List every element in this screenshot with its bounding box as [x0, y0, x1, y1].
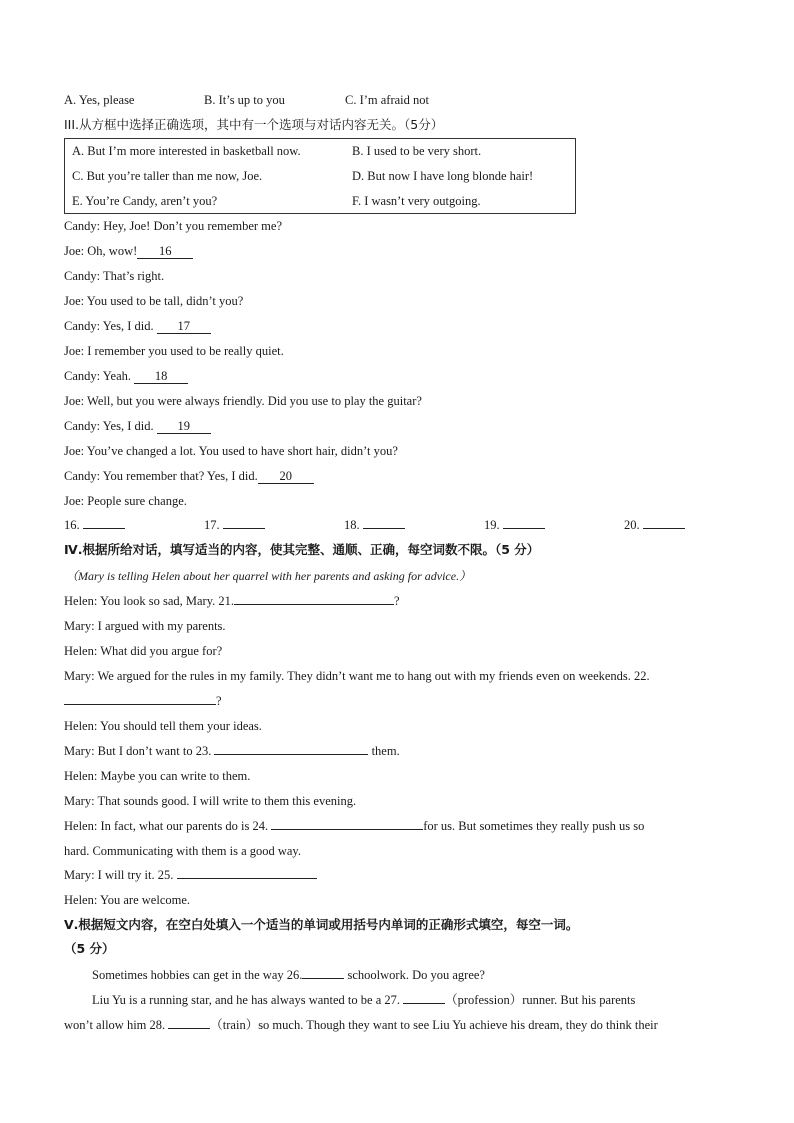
dialog-line: Joe: Well, but you were always friendly. Did you use to play the guitar?: [64, 394, 422, 408]
passage-text: schoolwork. Do you agree?: [347, 968, 485, 982]
dialog-line: Mary: I argued with my parents.: [64, 619, 226, 633]
dialog-line: [64, 743, 400, 759]
dialog-line: [64, 368, 188, 384]
answer-blank[interactable]: [363, 528, 405, 529]
dialog-line: Candy: That’s right.: [64, 269, 165, 283]
dialog-line: hard. Communicating with them is a good way.: [64, 844, 301, 858]
blank-27[interactable]: [403, 1003, 445, 1004]
dialog-text: Helen: In fact, what our parents do is 24.: [64, 819, 269, 833]
answer-18: [344, 518, 405, 533]
box-option-d: D. But now I have long blonde hair!: [352, 169, 534, 183]
answer-label: 16.: [64, 518, 80, 532]
box-option-f: F. I wasn’t very outgoing.: [352, 194, 481, 208]
option-c: C. I’m afraid not: [345, 93, 430, 107]
option-b: B. It’s up to you: [204, 93, 285, 107]
passage-line: [64, 1017, 658, 1033]
dialog-line: Helen: What did you argue for?: [64, 644, 223, 658]
answer-blank[interactable]: [83, 528, 125, 529]
answer-19: [484, 518, 545, 533]
section-5-score: （5 分）: [64, 941, 115, 956]
passage-text: （profession）runner. But his parents: [445, 993, 636, 1007]
blank-16[interactable]: 16: [137, 244, 193, 259]
blank-21[interactable]: [234, 604, 394, 605]
dialog-line: Joe: I remember you used to be really quiet.: [64, 344, 284, 358]
dialog-line: [64, 867, 317, 883]
dialog-text: Helen: You look so sad, Mary. 21.: [64, 594, 235, 608]
blank-17[interactable]: 17: [157, 319, 211, 334]
dialog-text: them.: [371, 744, 400, 758]
blank-26[interactable]: [302, 978, 344, 979]
dialog-line: Joe: You’ve changed a lot. You used to have short hair, didn’t you?: [64, 444, 398, 458]
dialog-text: Candy: Yes, I did.: [64, 319, 154, 333]
dialog-text: for us. But sometimes they really push us so: [423, 819, 645, 833]
passage-line: [64, 992, 635, 1008]
options-box: [64, 138, 576, 214]
answer-label: 19.: [484, 518, 500, 532]
answer-label: 17.: [204, 518, 220, 532]
passage-text: Sometimes hobbies can get in the way 26.: [92, 968, 303, 982]
blank-18[interactable]: 18: [134, 369, 188, 384]
option-a: A. Yes, please: [64, 93, 135, 107]
blank-22[interactable]: [64, 704, 216, 705]
section-4-intro: （Mary is telling Helen about her quarrel with her parents and asking for advice.）: [66, 569, 472, 583]
dialog-line: Helen: You are welcome.: [64, 893, 191, 907]
blank-24[interactable]: [271, 829, 423, 830]
dialog-line: Mary: That sounds good. I will write to them this evening.: [64, 794, 357, 808]
answer-row: [64, 518, 724, 536]
dialog-line: [64, 693, 222, 709]
dialog-line: [64, 243, 193, 259]
dialog-line: [64, 318, 211, 334]
dialog-line: [64, 418, 211, 434]
blank-23[interactable]: [214, 754, 368, 755]
dialog-line: [64, 593, 400, 609]
dialog-line: Candy: Hey, Joe! Don’t you remember me?: [64, 219, 282, 233]
dialog-text: Mary: I will try it. 25.: [64, 868, 174, 882]
answer-blank[interactable]: [223, 528, 265, 529]
answer-label: 20.: [624, 518, 640, 532]
answer-blank[interactable]: [643, 528, 685, 529]
passage-text: （train）so much. Though they want to see Liu Yu achieve his dream, they do think their: [210, 1018, 658, 1032]
dialog-line: [64, 818, 644, 834]
box-option-e: E. You’re Candy, aren’t you?: [72, 194, 218, 208]
section-4-title: Ⅳ.根据所给对话，填写适当的内容，使其完整、通顺、正确，每空词数不限。（5 分）: [64, 542, 540, 557]
dialog-text: Candy: You remember that? Yes, I did.: [64, 469, 258, 483]
dialog-line: Mary: We argued for the rules in my family. They didn’t want me to hang out with my friends even on weekends. 22.: [64, 669, 650, 683]
blank-20[interactable]: 20: [258, 469, 314, 484]
passage-text: Liu Yu is a running star, and he has always wanted to be a 27.: [92, 993, 400, 1007]
dialog-text: ?: [216, 694, 222, 708]
dialog-text: Candy: Yeah.: [64, 369, 132, 383]
section-5-title: Ⅴ.根据短文内容，在空白处填入一个适当的单词或用括号内单词的正确形式填空，每空一词。: [64, 917, 579, 932]
answer-16: [64, 518, 125, 533]
dialog-line: [64, 468, 314, 484]
dialog-text: ?: [394, 594, 400, 608]
previous-question-options: [64, 92, 429, 108]
passage-line: [64, 967, 485, 983]
dialog-line: Joe: You used to be tall, didn’t you?: [64, 294, 244, 308]
blank-28[interactable]: [168, 1028, 210, 1029]
dialog-line: Helen: You should tell them your ideas.: [64, 719, 262, 733]
blank-19[interactable]: 19: [157, 419, 211, 434]
answer-17: [204, 518, 265, 533]
dialog-line: Joe: People sure change.: [64, 494, 187, 508]
blank-25[interactable]: [177, 878, 317, 879]
box-option-b: B. I used to be very short.: [352, 144, 482, 158]
dialog-line: Helen: Maybe you can write to them.: [64, 769, 251, 783]
answer-20: [624, 518, 685, 533]
dialog-text: Mary: But I don’t want to 23.: [64, 744, 212, 758]
box-option-a: A. But I’m more interested in basketball now.: [72, 144, 301, 158]
answer-label: 18.: [344, 518, 360, 532]
section-3-title: III.从方框中选择正确选项，其中有一个选项与对话内容无关。（5分）: [64, 117, 444, 132]
dialog-text: Candy: Yes, I did.: [64, 419, 154, 433]
box-option-c: C. But you’re taller than me now, Joe.: [72, 169, 263, 183]
dialog-text: Joe: Oh, wow!: [64, 244, 138, 258]
passage-text: won’t allow him 28.: [64, 1018, 166, 1032]
answer-blank[interactable]: [503, 528, 545, 529]
